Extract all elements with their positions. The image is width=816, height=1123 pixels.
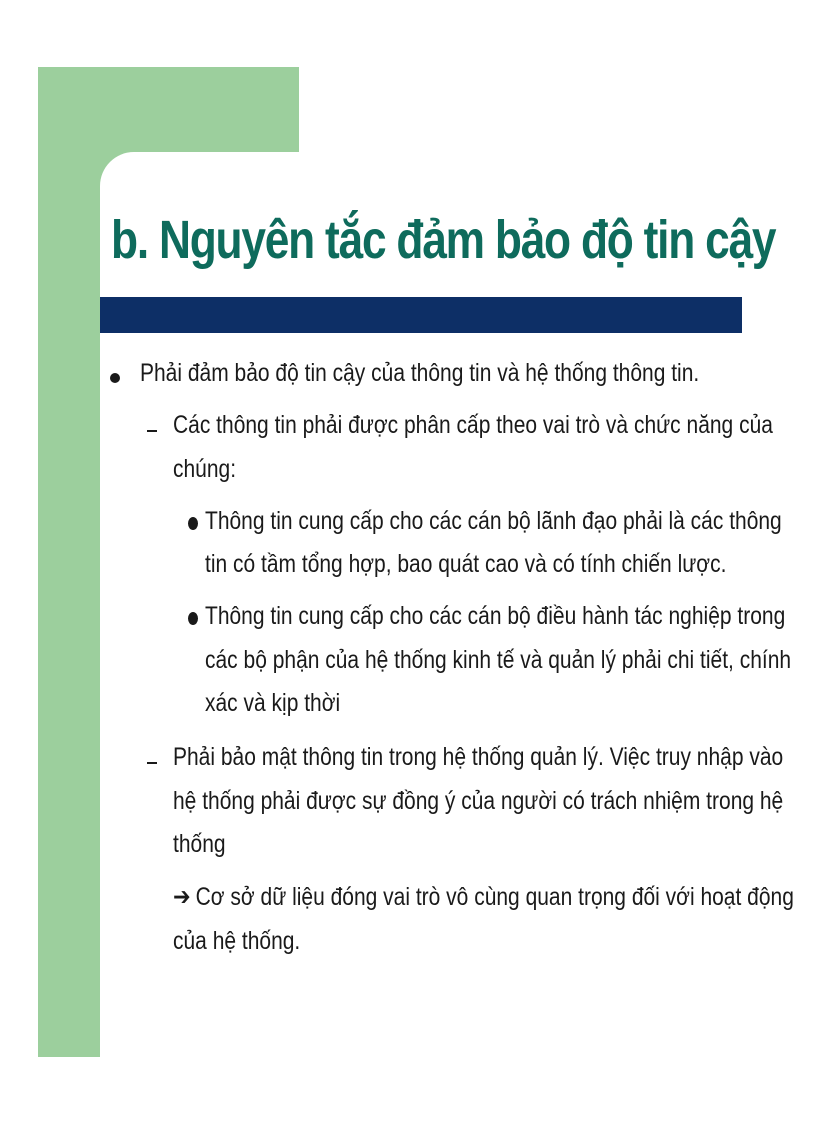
sub-item-2-line-2: hệ thống phải được sự đồng ý của người có trách nhiệm trong hệ	[173, 787, 784, 815]
title-underline-bar	[100, 297, 742, 333]
sub-item-1-line-2: chúng:	[173, 455, 237, 483]
conclusion-text: Cơ sở dữ liệu đóng vai trò vô cùng quan trọng đối với hoạt động	[195, 883, 794, 911]
dash-icon	[147, 762, 157, 764]
detail-item-2-line-2: các bộ phận của hệ thống kinh tế và quản lý phải chi tiết, chính	[205, 646, 792, 674]
detail-item-1-line-2: tin có tầm tổng hợp, bao quát cao và có tính chiến lược.	[205, 550, 727, 578]
detail-item-1-line-1: Thông tin cung cấp cho các cán bộ lãnh đạo phải là các thông	[205, 507, 782, 535]
dash-icon	[147, 430, 157, 432]
sub-item-2-line-3: thống	[173, 830, 226, 858]
conclusion-line-2: của hệ thống.	[173, 927, 301, 955]
bullet-dot-icon	[110, 373, 120, 383]
conclusion-line-1	[173, 877, 794, 918]
detail-item-2-line-3: xác và kịp thời	[205, 689, 341, 717]
bullet-main: Phải đảm bảo độ tin cậy của thông tin và hệ thống thông tin.	[140, 359, 700, 387]
sub-item-1-line-1: Các thông tin phải được phân cấp theo vai trò và chức năng của	[173, 411, 773, 439]
slide-title: b. Nguyên tắc đảm bảo độ tin cậy	[111, 210, 776, 270]
bullet-dot-icon	[188, 517, 198, 530]
arrow-right-icon: ➔	[173, 883, 191, 911]
detail-item-2-line-1: Thông tin cung cấp cho các cán bộ điều hành tác nghiệp trong	[205, 602, 786, 630]
sub-item-2-line-1: Phải bảo mật thông tin trong hệ thống quản lý. Việc truy nhập vào	[173, 743, 784, 771]
bullet-dot-icon	[188, 612, 198, 625]
